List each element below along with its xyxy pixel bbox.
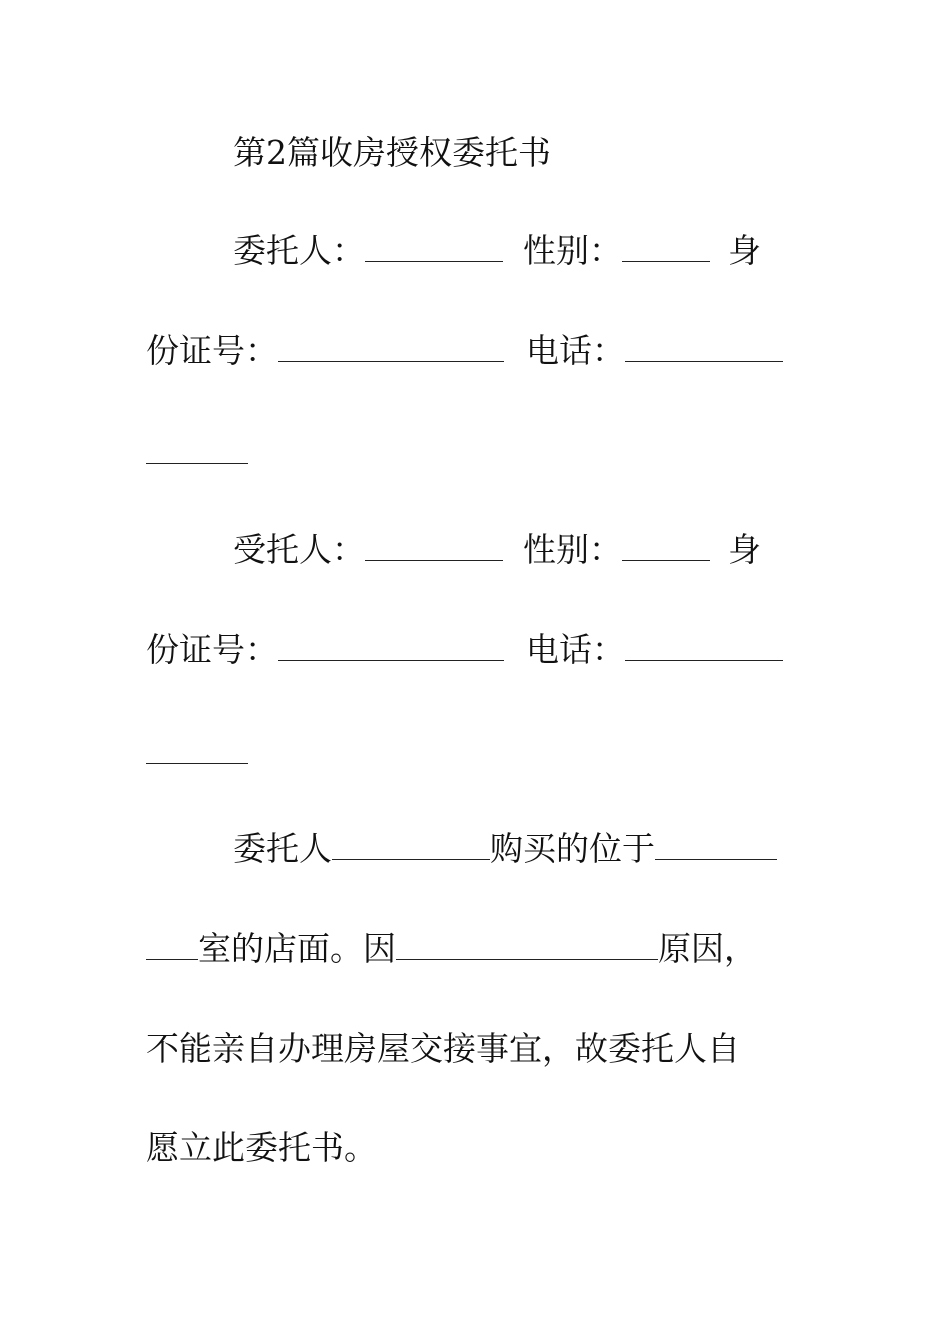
body-line-2 [146,927,757,971]
principal-name-label: 委托人： [233,231,365,270]
agent-phone-blank-continued[interactable] [146,762,248,764]
agent-id-blank[interactable] [278,630,504,661]
purchaser-blank[interactable] [332,829,490,860]
location-blank-continued[interactable] [146,929,198,960]
principal-gender-label: 性别： [523,231,622,270]
principal-id-label-tail: 份证号： [146,331,278,370]
body-text-1b: 购买的位于 [490,829,655,868]
principal-phone-label: 电话： [526,331,625,370]
agent-id-label-head: 身 [728,530,761,569]
principal-phone-blank-continued[interactable] [146,462,248,464]
agent-gender-label: 性别： [523,530,622,569]
principal-line-2 [146,329,783,373]
principal-id-label-head: 身 [728,231,761,270]
agent-id-label-tail: 份证号： [146,630,278,669]
principal-id-blank[interactable] [278,331,504,362]
agent-name-label: 受托人： [233,530,365,569]
body-line-4: 愿立此委托书。 [146,1128,377,1167]
agent-line-1 [233,528,761,572]
body-line-3: 不能亲自办理房屋交接事宜，故委托人自 [146,1029,740,1068]
body-line-1 [233,827,777,871]
agent-line-2 [146,628,783,672]
body-text-2b: 原因， [658,929,757,968]
agent-name-blank[interactable] [365,530,503,561]
principal-name-blank[interactable] [365,231,503,262]
agent-phone-blank[interactable] [625,630,783,661]
principal-gender-blank[interactable] [622,231,710,262]
body-text-2a: 室的店面。因 [198,929,396,968]
principal-phone-blank[interactable] [625,331,783,362]
document-title: 第2篇收房授权委托书 [233,133,551,172]
reason-blank[interactable] [396,929,658,960]
agent-phone-label: 电话： [526,630,625,669]
location-blank[interactable] [655,829,777,860]
body-text-1a: 委托人 [233,829,332,868]
principal-line-1 [233,229,761,273]
agent-gender-blank[interactable] [622,530,710,561]
